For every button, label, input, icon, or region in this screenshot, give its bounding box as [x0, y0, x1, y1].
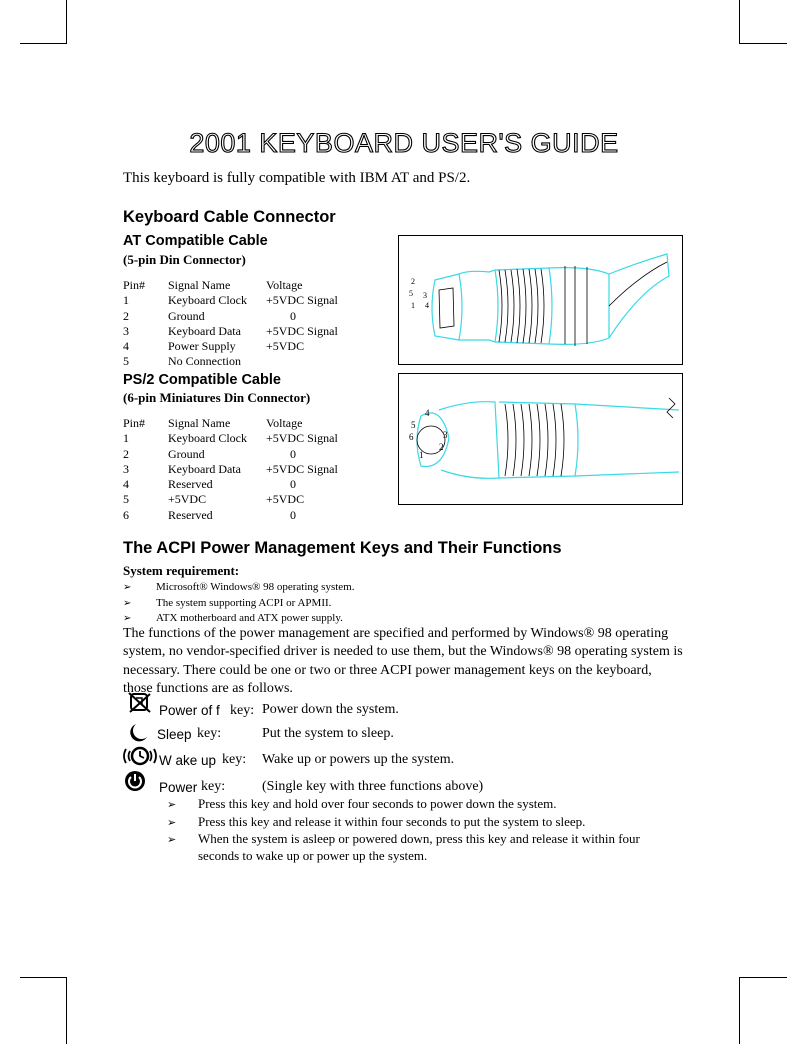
table-row [123, 324, 366, 339]
acpi-paragraph: The functions of the power management are specified and performed by Windows® 98 operating system, no vendor-specified driver is needed to use them, but the Windows® 98 operating system is necessary. There could be one or two or three ACPI power management keys on the keyboard, those functions are as follows. [123, 626, 683, 697]
at-plug-face [432, 274, 462, 340]
table-cell: +5VDC Signal [266, 323, 338, 338]
ps2-table-header [123, 416, 366, 431]
table-row [123, 462, 366, 477]
requirement-text: ATX motherboard and ATX power supply. [156, 612, 343, 624]
list-item [167, 796, 677, 814]
table-cell: 2 [123, 446, 129, 461]
table-cell: 3 [123, 323, 129, 338]
arrow-bullet-icon: ➢ [123, 613, 132, 624]
crop-mark-bottom-left [66, 977, 67, 1044]
intro-text: This keyboard is fully compatible with IBM AT and PS/2. [123, 170, 471, 186]
table-cell: +5VDC [266, 492, 305, 507]
cable-section-heading: Keyboard Cable Connector [123, 208, 336, 226]
key-description: (Single key with three functions above) [262, 779, 484, 794]
arrow-bullet-icon: ➢ [123, 597, 132, 609]
table-cell: 5 [123, 354, 129, 369]
table-cell: 0 [290, 308, 296, 323]
at-cable [609, 254, 669, 338]
function-text: When the system is asleep or powered down, press this key and release it within four seconds to wake up or power up the system. [198, 831, 640, 863]
page-title: 2001 KEYBOARD USER'S GUIDE [189, 128, 619, 158]
key-suffix: key: [197, 726, 222, 741]
at-pin-table [123, 278, 366, 370]
table-cell: No Connection [168, 354, 241, 369]
table-cell: 1 [123, 431, 129, 446]
at-collar-lines [565, 266, 587, 346]
at-plug-socket [439, 288, 454, 328]
table-cell: +5VDC Signal [266, 293, 338, 308]
table-cell: Keyboard Data [168, 323, 241, 338]
column-header: Pin# [123, 278, 146, 292]
list-item [167, 831, 677, 864]
key-description: Wake up or powers up the system. [262, 752, 455, 767]
table-row [123, 477, 366, 492]
table-cell: 1 [123, 293, 129, 308]
function-text: Press this key and hold over four seconds to power down the system. [198, 796, 557, 811]
list-item [167, 814, 677, 832]
table-cell: 5 [123, 492, 129, 507]
table-cell: Ground [168, 308, 205, 323]
table-cell: 4 [123, 477, 129, 492]
at-pin-label: 3 [423, 291, 427, 300]
crop-mark-top-right [739, 0, 740, 44]
column-header: Voltage [266, 416, 303, 430]
table-cell: +5VDC Signal [266, 461, 338, 476]
table-row [123, 309, 366, 324]
table-row [123, 339, 366, 354]
crop-mark-top-left [20, 43, 67, 44]
table-cell: 3 [123, 461, 129, 476]
ps2-pin-table [123, 416, 366, 523]
at-pin-label: 5 [409, 289, 413, 298]
ps2-cable-drawing [399, 374, 682, 504]
table-cell: Ground [168, 446, 205, 461]
list-item [123, 596, 354, 612]
at-pin-label: 4 [425, 301, 429, 310]
ps2-pin-label: 1 [419, 450, 424, 460]
table-cell: Keyboard Data [168, 461, 241, 476]
arrow-bullet-icon: ➢ [167, 798, 177, 811]
table-cell: +5VDC [168, 492, 207, 507]
system-requirement-label: System requirement: [123, 563, 240, 578]
at-connector-figure [398, 235, 683, 365]
crop-mark-top-left [66, 0, 67, 44]
key-description: Power down the system. [262, 702, 399, 717]
ps2-pin-label: 5 [411, 420, 416, 430]
ps2-cable-break [667, 398, 675, 418]
column-header: Pin# [123, 416, 146, 430]
table-cell: Reserved [168, 507, 213, 522]
at-cable-drawing [399, 236, 682, 364]
table-cell [266, 354, 366, 369]
ps2-cable-heading: PS/2 Compatible Cable [123, 372, 281, 388]
arrow-bullet-icon: ➢ [123, 582, 132, 593]
requirements-list [123, 580, 354, 627]
table-row [123, 293, 366, 308]
at-cable-collar [549, 268, 609, 345]
column-header: Voltage [266, 278, 303, 292]
crop-mark-bottom-right [739, 977, 787, 978]
power-icon [124, 770, 146, 792]
at-table-header [123, 278, 366, 293]
at-pin-label: 1 [411, 301, 415, 310]
table-cell: Keyboard Clock [168, 293, 247, 308]
at-plug-body [459, 270, 498, 342]
at-cable-subheading: (5-pin Din Connector) [123, 252, 246, 267]
table-cell: 0 [290, 446, 296, 461]
crop-mark-top-right [739, 43, 787, 44]
ps2-grip-ridges [505, 404, 564, 476]
table-cell: 4 [123, 339, 129, 354]
table-cell: 2 [123, 308, 129, 323]
power-key-functions [167, 796, 677, 864]
table-cell: +5VDC Signal [266, 431, 338, 446]
table-row [123, 354, 366, 369]
acpi-heading: The ACPI Power Management Keys and Their Functions [123, 539, 562, 557]
key-description: Put the system to sleep. [262, 726, 394, 741]
arrow-bullet-icon: ➢ [167, 815, 177, 829]
ps2-pin-label: 3 [443, 430, 448, 440]
wake-up-icon [121, 744, 159, 768]
requirement-text: Microsoft® Windows® 98 operating system. [156, 581, 355, 593]
table-cell: +5VDC [266, 339, 305, 354]
sleep-icon [128, 723, 148, 743]
wake-up-key-row [123, 744, 683, 772]
key-name: Power of f [159, 703, 220, 718]
key-suffix: key: [201, 779, 226, 794]
at-cable-heading: AT Compatible Cable [123, 233, 268, 249]
ps2-cable [575, 404, 679, 476]
column-header: Signal Name [168, 278, 231, 292]
power-off-icon [128, 692, 152, 714]
key-name: Power [159, 780, 198, 795]
ps2-connector-figure [398, 373, 683, 505]
at-pin-label: 2 [411, 277, 415, 286]
at-grip-ridges [499, 269, 544, 343]
table-row [123, 508, 366, 523]
table-cell: Reserved [168, 477, 213, 492]
crop-mark-bottom-right [739, 977, 740, 1044]
power-key-row [123, 770, 683, 796]
ps2-pin-label: 4 [425, 408, 430, 418]
table-cell: Power Supply [168, 339, 236, 354]
crop-mark-bottom-left [20, 977, 67, 978]
at-cable-lines [609, 262, 667, 306]
list-item [123, 580, 354, 596]
arrow-bullet-icon: ➢ [167, 833, 177, 846]
requirement-text: The system supporting ACPI or APMII. [156, 596, 332, 609]
table-row [123, 431, 366, 446]
key-name: W ake up [159, 753, 217, 768]
ps2-pin-label: 2 [439, 442, 444, 452]
table-row [123, 492, 366, 507]
key-suffix: key: [230, 703, 255, 718]
table-cell: Keyboard Clock [168, 431, 247, 446]
column-header: Signal Name [168, 416, 231, 430]
table-row [123, 447, 366, 462]
table-cell: 0 [290, 507, 296, 522]
key-name: Sleep [157, 727, 192, 742]
function-text: Press this key and release it within four seconds to put the system to sleep. [198, 813, 586, 829]
table-cell: 6 [123, 507, 129, 522]
power-off-key-row [123, 692, 683, 720]
ps2-pin-label: 6 [409, 432, 414, 442]
ps2-cable-subheading: (6-pin Miniatures Din Connector) [123, 390, 311, 405]
key-suffix: key: [222, 752, 247, 767]
table-cell: 0 [290, 477, 296, 492]
at-strain-relief [495, 268, 552, 344]
